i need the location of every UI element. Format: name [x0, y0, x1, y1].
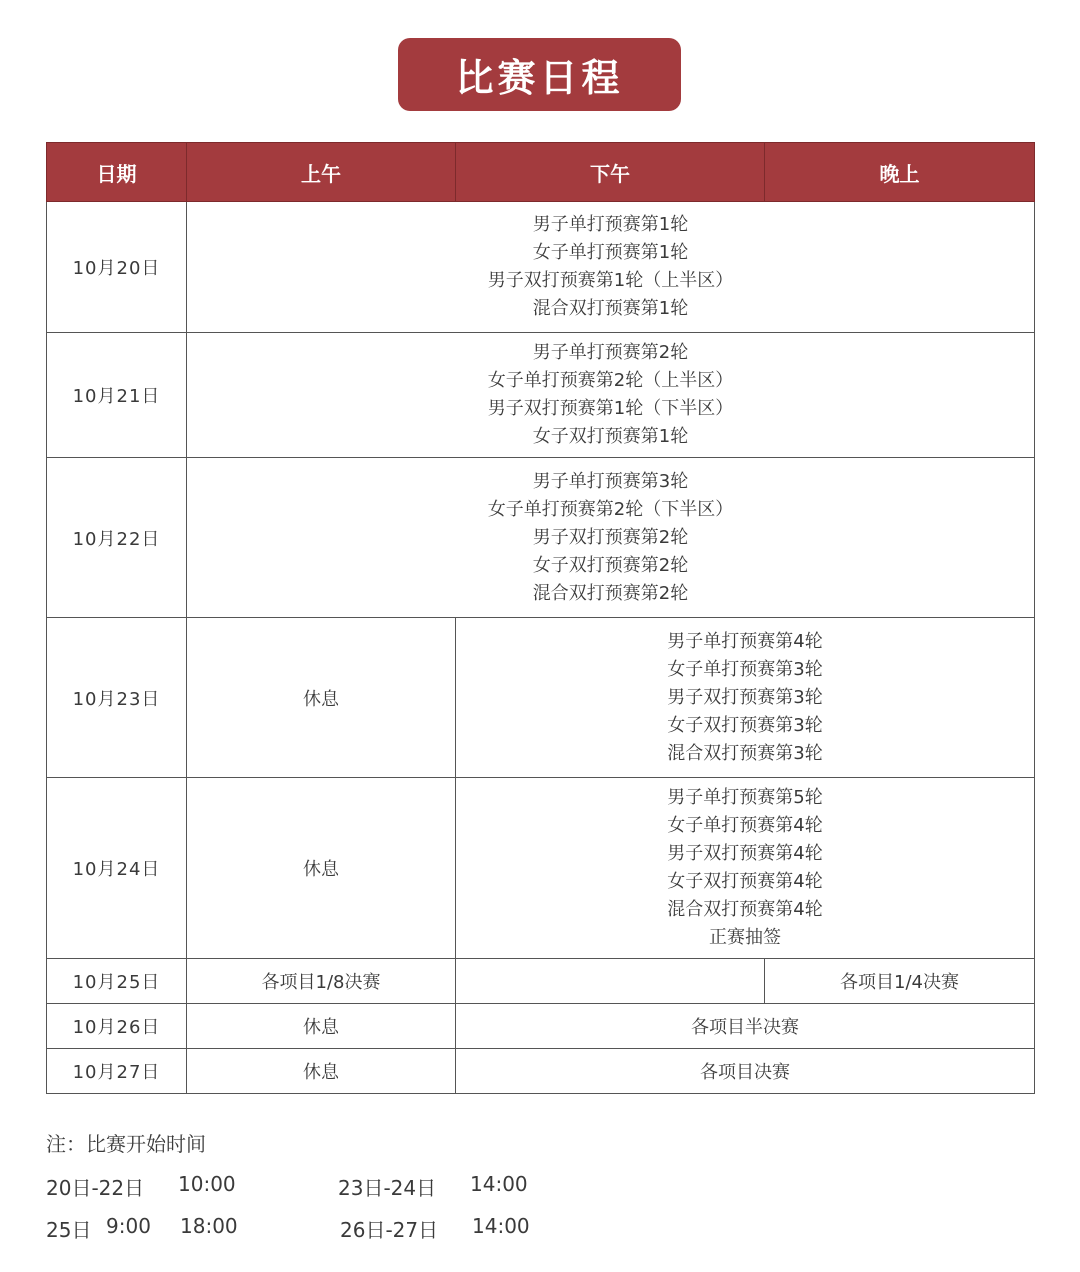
- evening-cell: 各项目1/4决赛: [765, 959, 1035, 1004]
- event-item: 男子单打预赛第2轮: [532, 342, 689, 363]
- table-row: [47, 1049, 1035, 1094]
- table-row: [47, 959, 1035, 1004]
- page-title: 比赛日程: [398, 38, 681, 111]
- event-item: 正赛抽签: [709, 927, 781, 948]
- table-row: [47, 778, 1035, 959]
- table-row: [47, 202, 1035, 333]
- table-row: [47, 1004, 1035, 1049]
- date-cell: 10月24日: [47, 778, 187, 959]
- note-days: 23日-24日: [338, 1176, 437, 1200]
- morning-cell: 休息: [187, 778, 456, 959]
- event-item: 男子双打预赛第1轮（上半区）: [487, 270, 734, 291]
- event-item: 女子单打预赛第3轮: [667, 658, 823, 680]
- event-item: 男子双打预赛第2轮: [532, 526, 689, 548]
- event-item: 女子双打预赛第4轮: [667, 871, 823, 892]
- event-item: 女子单打预赛第1轮: [532, 242, 689, 263]
- morning-cell: 各项目1/8决赛: [187, 959, 456, 1004]
- note-time: 18:00: [180, 1214, 238, 1238]
- notes-heading: 注：比赛开始时间: [46, 1132, 206, 1156]
- note-time: 10:00: [178, 1172, 236, 1196]
- header-evening: 晚上: [765, 143, 1035, 202]
- event-item: 混合双打预赛第3轮: [667, 742, 823, 764]
- event-item: 混合双打预赛第2轮: [532, 582, 689, 604]
- table-header-row: [47, 143, 1035, 202]
- note-days: 25日: [46, 1218, 92, 1242]
- event-item: 男子双打预赛第4轮: [667, 843, 823, 864]
- event-item: 男子单打预赛第5轮: [667, 787, 823, 808]
- event-item: 男子单打预赛第3轮: [532, 470, 689, 492]
- note-days: 20日-22日: [46, 1176, 145, 1200]
- header-date: 日期: [47, 143, 187, 202]
- date-cell: 10月23日: [47, 618, 187, 778]
- events-cell: [187, 202, 1035, 333]
- afternoon-evening-cell: 各项目决赛: [456, 1049, 1035, 1094]
- header-afternoon: 下午: [456, 143, 765, 202]
- events-cell: [456, 778, 1035, 959]
- event-item: 男子双打预赛第1轮（下半区）: [487, 398, 734, 419]
- date-cell: 10月25日: [47, 959, 187, 1004]
- event-item: 女子单打预赛第4轮: [667, 815, 823, 836]
- event-item: 混合双打预赛第1轮: [532, 298, 689, 319]
- table-row: [47, 333, 1035, 458]
- header-morning: 上午: [187, 143, 456, 202]
- event-item: 男子单打预赛第1轮: [532, 214, 689, 235]
- note-time: 9:00: [106, 1214, 151, 1238]
- events-cell: [456, 618, 1035, 778]
- events-cell: [187, 333, 1035, 458]
- event-item: 男子单打预赛第4轮: [667, 630, 823, 652]
- schedule-table: [46, 142, 1035, 1094]
- table-row: [47, 458, 1035, 618]
- table-row: [47, 618, 1035, 778]
- date-cell: 10月27日: [47, 1049, 187, 1094]
- event-item: 混合双打预赛第4轮: [667, 899, 823, 920]
- event-item: 女子双打预赛第2轮: [532, 554, 689, 576]
- morning-cell: 休息: [187, 618, 456, 778]
- afternoon-cell: [456, 959, 765, 1004]
- date-cell: 10月26日: [47, 1004, 187, 1049]
- note-days: 26日-27日: [340, 1218, 439, 1242]
- event-item: 女子双打预赛第1轮: [532, 426, 689, 447]
- note-time: 14:00: [472, 1214, 530, 1238]
- afternoon-evening-cell: 各项目半决赛: [456, 1004, 1035, 1049]
- events-cell: [187, 458, 1035, 618]
- morning-cell: 休息: [187, 1004, 456, 1049]
- event-item: 女子单打预赛第2轮（上半区）: [487, 370, 734, 391]
- event-item: 女子单打预赛第2轮（下半区）: [487, 498, 734, 520]
- date-cell: 10月21日: [47, 333, 187, 458]
- morning-cell: 休息: [187, 1049, 456, 1094]
- event-item: 女子双打预赛第3轮: [667, 714, 823, 736]
- event-item: 男子双打预赛第3轮: [667, 686, 823, 708]
- note-time: 14:00: [470, 1172, 528, 1196]
- date-cell: 10月20日: [47, 202, 187, 333]
- date-cell: 10月22日: [47, 458, 187, 618]
